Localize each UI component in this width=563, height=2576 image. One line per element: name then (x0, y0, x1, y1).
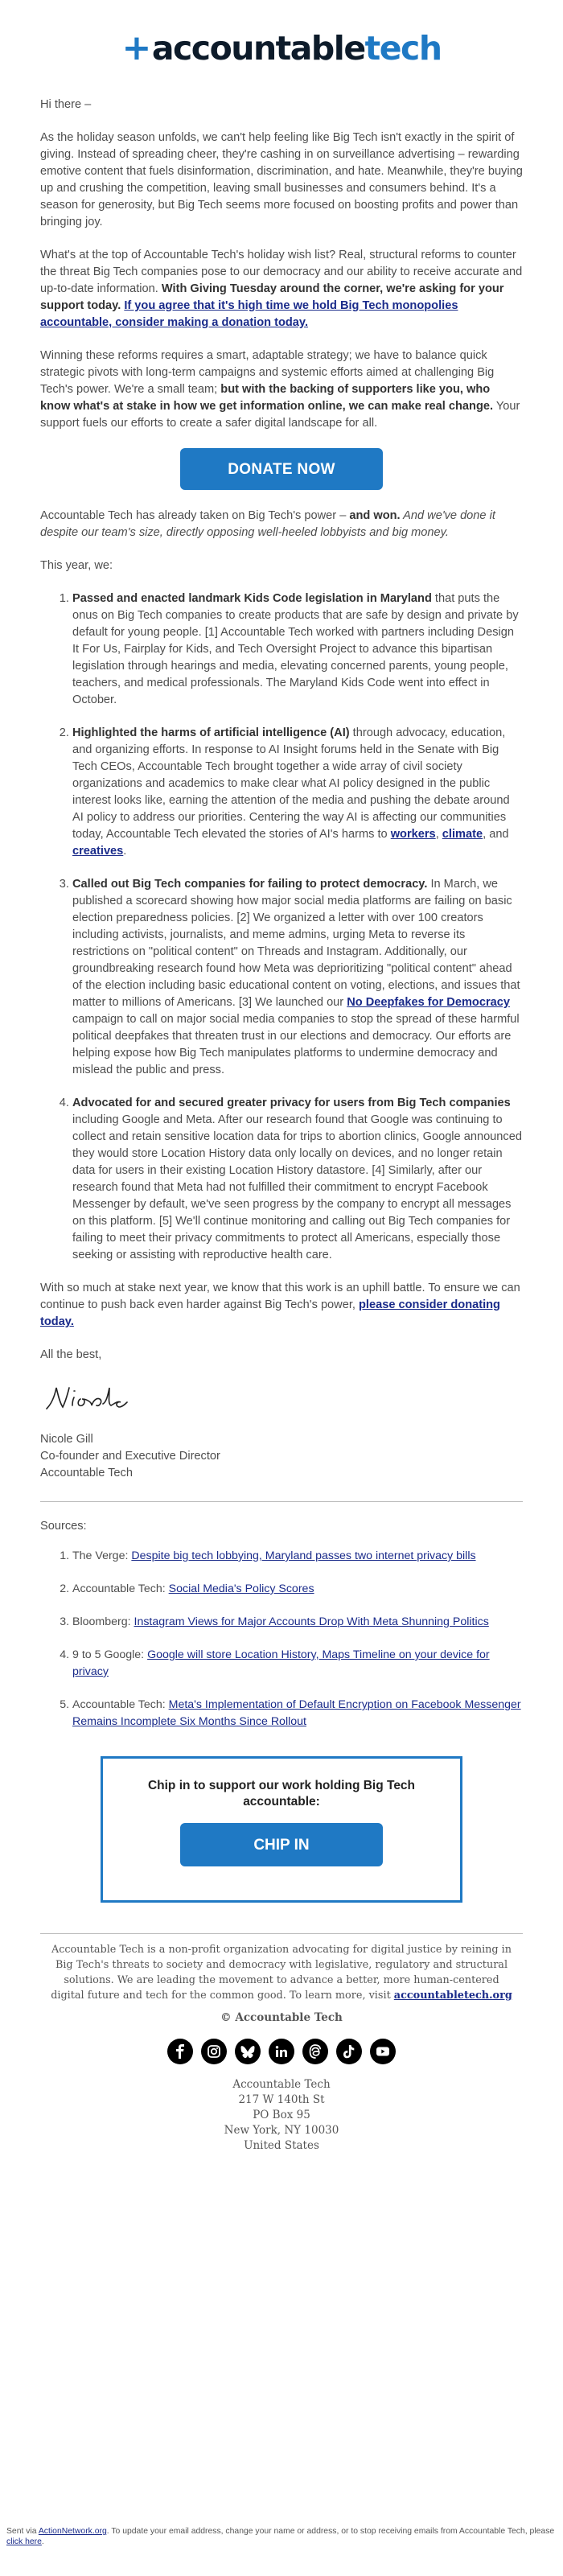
logo-word-tech: tech (364, 28, 442, 68)
sign-off: All the best, (40, 1348, 102, 1361)
greeting: Hi there – (40, 98, 92, 111)
source-item (72, 1581, 523, 1598)
closing-paragraph (40, 1280, 523, 1331)
achievement-heading: Advocated for and secured greater privacy for users from Big Tech companies (72, 1097, 511, 1109)
social-links (40, 2039, 523, 2064)
logo-plus: + (121, 27, 150, 68)
record-italic: And we've done it despite our team's size, directly opposing well-heeled lobbyists and big money. (40, 509, 495, 539)
note-end: . (41, 2537, 44, 2546)
threads-icon[interactable] (302, 2039, 328, 2064)
record-bold: and won. (349, 509, 401, 522)
signer-org: Accountable Tech (40, 1467, 133, 1479)
note-middle: . To update your email address, change your name or address, or to stop receiving emails from Accountable Tech, please (106, 2527, 555, 2536)
chip-in-title: Chip in to support our work holding Big Tech accountable: (147, 1779, 416, 1809)
p3-bold: but with the backing of supporters like you, who know what's at stake in how we get information online, we can make real change. (40, 383, 494, 413)
achievement-heading: Passed and enacted landmark Kids Code legislation in Maryland (72, 592, 432, 605)
source-link[interactable]: Instagram Views for Major Accounts Drop With Meta Shunning Politics (134, 1615, 489, 1628)
achievement-text: including Google and Meta. After our research found that Google was continuing to collect and retain sensitive location data for trips to abortion clinics, Google announced they would store Location History data only locally on devices, and no longer retain data for users in their existing Location History datastore. [4] Similarly, after our research found that Meta had not fulfilled their commitment to encrypt Facebook Messenger by default, we've seen progress by the company to encrypt all messages on this platform. [5] We'll continue monitoring and calling out Big Tech companies for failing to meet their privacy commitments to protect all Americans, especially those seeking or assisting with reproductive health care. (72, 1113, 522, 1261)
p3-text: Winning these reforms requires a smart, adaptable strategy; we have to balance quick strategic pivots with long-term campaigns and systemic efforts aimed at challenging Big Tech's power. We're a small team; (40, 349, 495, 396)
footer-about (40, 1942, 523, 2003)
closing-donate-link[interactable]: please consider donating today. (40, 1298, 500, 1328)
record-text: Accountable Tech has already taken on Big Tech's power – (40, 509, 350, 522)
achievement-text: In March, we published a scorecard showing how major social media platforms are failing on basic election preparedness policies. [2] We organized a letter with over 100 creators including activists, journalists, and meme admins, urging Meta to reverse its restrictions on "political content" on Threads and Instagram. Additionally, our groundbreaking research found how Meta was deprioritizing "political content" ahead of the election including basic educational content on voting, elections, and issues that matter to millions of Americans. [3] We launched our (72, 878, 520, 1009)
chip-in-box (101, 1756, 462, 1903)
donate-button-wrap (40, 448, 523, 490)
achievement-item (72, 1095, 523, 1264)
achievement-item (72, 876, 523, 1079)
p3-end: Your support fuels our efforts to create a safer digital landscape for all. (40, 400, 520, 430)
address-line: United States (244, 2139, 319, 2152)
closing-text: With so much at stake next year, we know that this work is an uphill battle. To ensure we can continue to push back even harder against Big Tech's power, (40, 1282, 520, 1311)
source-outlet: Bloomberg: (72, 1615, 134, 1628)
divider (40, 1501, 523, 1502)
copyright: © Accountable Tech (220, 2011, 343, 2024)
achievement-heading: Called out Big Tech companies for failing to protect democracy. (72, 878, 428, 891)
achievement-text: that puts the onus on Big Tech companies to create products that are safe by design and private by default for young people. [1] Accountable Tech worked with partners including Design It For Us, Fairplay for Kids, and Tech Oversight Project to advance this bipartisan legislation through hearings and media, elevating concerned parents, young people, teachers, and medical professionals. The Maryland Kids Code went into effect in October. (72, 592, 519, 706)
email-body (0, 97, 563, 1903)
footer-about-text: Accountable Tech is a non-profit organization advocating for digital justice by reining in Big Tech's threats to society and democracy with legislative, regulatory and structural solutions. We are leading the movement to advance a better, more human-centered digital future and tech for the common good. To learn more, visit (51, 1944, 512, 2002)
source-item (72, 1647, 523, 1681)
address-line: New York, NY 10030 (224, 2124, 339, 2137)
tiktok-icon[interactable] (336, 2039, 362, 2064)
unsubscribe-link[interactable]: click here (6, 2537, 42, 2546)
mailing-address (40, 2077, 523, 2154)
intro-paragraph-3 (40, 348, 523, 432)
source-link[interactable]: Google will store Location History, Maps Timeline on your device for privacy (72, 1648, 490, 1678)
this-year-label: This year, we: (40, 559, 113, 572)
chip-in-button[interactable]: CHIP IN (180, 1823, 383, 1866)
footer-divider (40, 1933, 523, 1934)
p2-bold: With Giving Tuesday around the corner, we're asking for your support today. (40, 282, 504, 312)
source-link[interactable]: Meta's Implementation of Default Encryption on Facebook Messenger Remains Incomplete Six Months Since Rollout (72, 1698, 521, 1728)
source-item (72, 1548, 523, 1565)
sentence-end: . (123, 845, 127, 858)
donation-link[interactable]: If you agree that it's high time we hold Big Tech monopolies accountable, consider making a donation today. (40, 299, 458, 329)
instagram-icon[interactable] (201, 2039, 227, 2064)
signer-name: Nicole Gill (40, 1433, 93, 1446)
linkedin-icon[interactable] (269, 2039, 294, 2064)
achievement-text-end: campaign to call on major social media companies to stop the spread of these harmful political deepfakes that threaten trust in our elections and democracy. Our efforts are helping expose how Big Tech manipulates platforms to undermine democracy and mislead the public and press. (72, 1013, 520, 1076)
address-line: 217 W 140th St (238, 2093, 325, 2106)
signer-title: Co-founder and Executive Director (40, 1450, 220, 1463)
donate-now-button[interactable]: DONATE NOW (180, 448, 383, 490)
signature-block (40, 1431, 523, 1482)
p2-text: What's at the top of Accountable Tech's holiday wish list? Real, structural reforms to counter the threat Big Tech companies pose to our democracy and our ability to receive accurate and up-to-date information. (40, 249, 523, 295)
achievement-heading: Highlighted the harms of artificial intelligence (AI) (72, 726, 350, 739)
unsubscribe-note (0, 2526, 563, 2547)
separator: , and (483, 828, 509, 841)
youtube-icon[interactable] (370, 2039, 396, 2064)
no-deepfakes-link[interactable]: No Deepfakes for Democracy (347, 996, 510, 1009)
intro-paragraph-2 (40, 247, 523, 331)
source-outlet: Accountable Tech: (72, 1698, 169, 1711)
source-link[interactable]: Despite big tech lobbying, Maryland passes two internet privacy bills (131, 1549, 476, 1562)
separator: , (435, 828, 442, 841)
footer (0, 1933, 563, 2154)
source-item (72, 1697, 523, 1730)
achievement-item (72, 591, 523, 709)
achievement-item (72, 725, 523, 860)
sources-list (40, 1548, 523, 1730)
sources-label: Sources: (40, 1520, 87, 1533)
creatives-link[interactable]: creatives (72, 845, 124, 858)
source-outlet: Accountable Tech: (72, 1582, 169, 1595)
climate-link[interactable]: climate (442, 828, 483, 841)
record-paragraph (40, 508, 523, 541)
address-line: PO Box 95 (253, 2109, 310, 2121)
note-prefix: Sent via (6, 2527, 39, 2536)
actionnetwork-link[interactable]: ActionNetwork.org (38, 2527, 107, 2536)
bluesky-icon[interactable] (235, 2039, 261, 2064)
facebook-icon[interactable] (167, 2039, 193, 2064)
address-line: Accountable Tech (232, 2078, 331, 2091)
intro-paragraph-1: As the holiday season unfolds, we can't help feeling like Big Tech isn't exactly in the spirit of giving. Instead of spreading cheer, they're cashing in on surveillance advertising – rewarding emotive content that fuels disinformation, discrimination, and hate. Meanwhile, they're buying up and crushing the competition, leaving small businesses and consumers behind. It's a season for generosity, but Big Tech seems more focused on boosting profits and power than bringing joy. (40, 131, 523, 228)
header (0, 0, 563, 97)
workers-link[interactable]: workers (390, 828, 436, 841)
source-outlet: 9 to 5 Google: (72, 1648, 148, 1661)
signature-icon (43, 1373, 132, 1420)
website-link[interactable]: accountabletech.org (393, 1990, 512, 2002)
logo-word-accountable: accountable (151, 28, 365, 68)
accountable-tech-logo[interactable] (121, 27, 442, 68)
achievements-list (40, 591, 523, 1264)
source-outlet: The Verge: (72, 1549, 132, 1562)
achievement-text: through advocacy, education, and organizing efforts. In response to AI Insight forums held in the Senate with Big Tech CEOs, Accountable Tech brought together a wide array of civil society organizations and academics to make clear what AI policy designed in the public interest looks like, earning the attention of the media and pushing the debate around AI policy to address our priorities. Centering the way AI is affecting our communities today, Accountable Tech elevated the stories of AI's harms to (72, 726, 510, 841)
signature-image (43, 1373, 523, 1420)
source-item (72, 1614, 523, 1631)
source-link[interactable]: Social Media's Policy Scores (168, 1582, 314, 1595)
